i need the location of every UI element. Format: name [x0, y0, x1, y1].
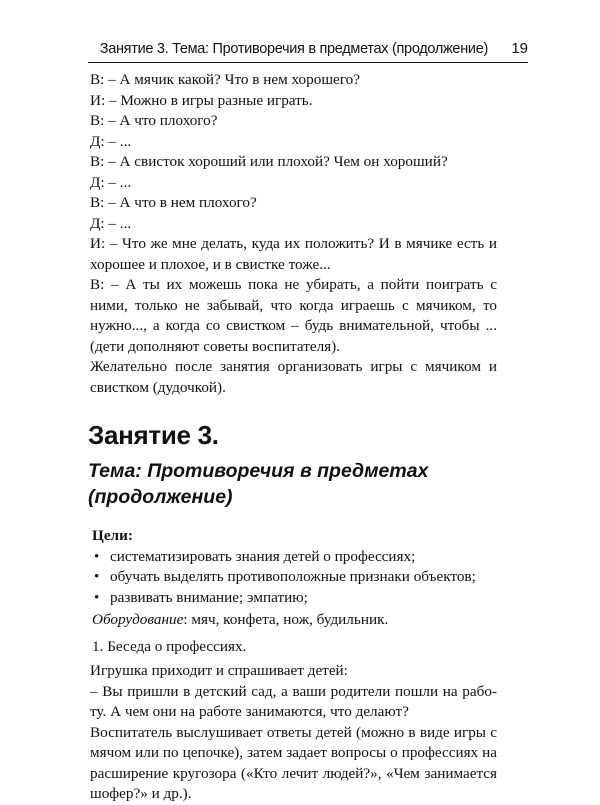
goal-item [92, 567, 497, 588]
running-title: Занятие 3. Тема: Противоречия в предметах (продолжение) [99, 41, 488, 57]
dialogue-line: Д: – ... [90, 173, 132, 191]
numbered-item-1: 1. Беседа о профессиях. [92, 637, 247, 655]
dialogue-line: В: – А свисток хороший или плохой? Чем он хороший? [90, 153, 448, 170]
goal-item [92, 588, 497, 609]
dialogue-line: Д: – ... [90, 214, 132, 232]
bullet-icon: • [94, 548, 100, 565]
lesson-theme-title: Тема: Противоречия в предметах (продолжение) [88, 460, 429, 508]
page-content [0, 70, 600, 805]
page-number: 19 [511, 40, 528, 57]
dialogue-line: И: – Можно в игры разные играть. [90, 91, 313, 109]
running-header [88, 40, 528, 63]
dialogue-line: Д: – ... [90, 132, 132, 150]
goal-item [92, 547, 497, 568]
equipment-text: : мяч, конфета, нож, будильник. [183, 611, 389, 628]
dialogue-line: В: – А что в нем плохого? [90, 194, 257, 211]
dialogue-line: И: – Что же мне делать, куда их положить? И в мячике есть и хорошее и плохое, и в свистке тоже... [90, 235, 497, 273]
body-paragraph: Воспитатель выслушивает ответы детей (можно в виде игры с мячом или по цепочке), затем задает вопросы о профессиях на расширение кругозора («Кто лечит людей?», «Чем занимается шофер?» и др.). [90, 723, 497, 802]
goals-heading: Цели: [92, 527, 133, 544]
goal-text: систематизировать знания детей о профессиях; [110, 547, 416, 565]
dialogue-line: В: – А что плохого? [90, 112, 218, 129]
bullet-icon: • [94, 569, 100, 585]
body-paragraph: Игрушка приходит и спрашивает детей: [90, 662, 348, 679]
dialogue-line: В: – А ты их можешь пока не убирать, а пойти поиграть с ними, только не забывай, что когда играешь с мячиком, то нужно..., а когда со свистком – будь внимательной, чтобы ... (дети дополняют советы воспитателя). [90, 276, 497, 355]
bullet-icon: • [94, 589, 100, 606]
recommendation-paragraph: Желательно после занятия организовать игры с мячиком и свистком (дудочкой). [90, 358, 497, 396]
lesson-title: Занятие 3. [88, 420, 219, 450]
equipment-line [0, 610, 600, 631]
goal-text: обучать выделять противоположные признаки объектов; [110, 568, 476, 585]
goal-text: развивать внимание; эмпатию; [110, 588, 308, 606]
goals-list [0, 547, 600, 609]
equipment-label: Оборудование [92, 611, 184, 628]
dialogue-line: В: – А мячик какой? Что в нем хорошего? [90, 71, 360, 88]
body-paragraph: – Вы пришли в детский сад, а ваши родители пошли на работу. А чем они на работе занимаются, что делают? [90, 682, 497, 720]
